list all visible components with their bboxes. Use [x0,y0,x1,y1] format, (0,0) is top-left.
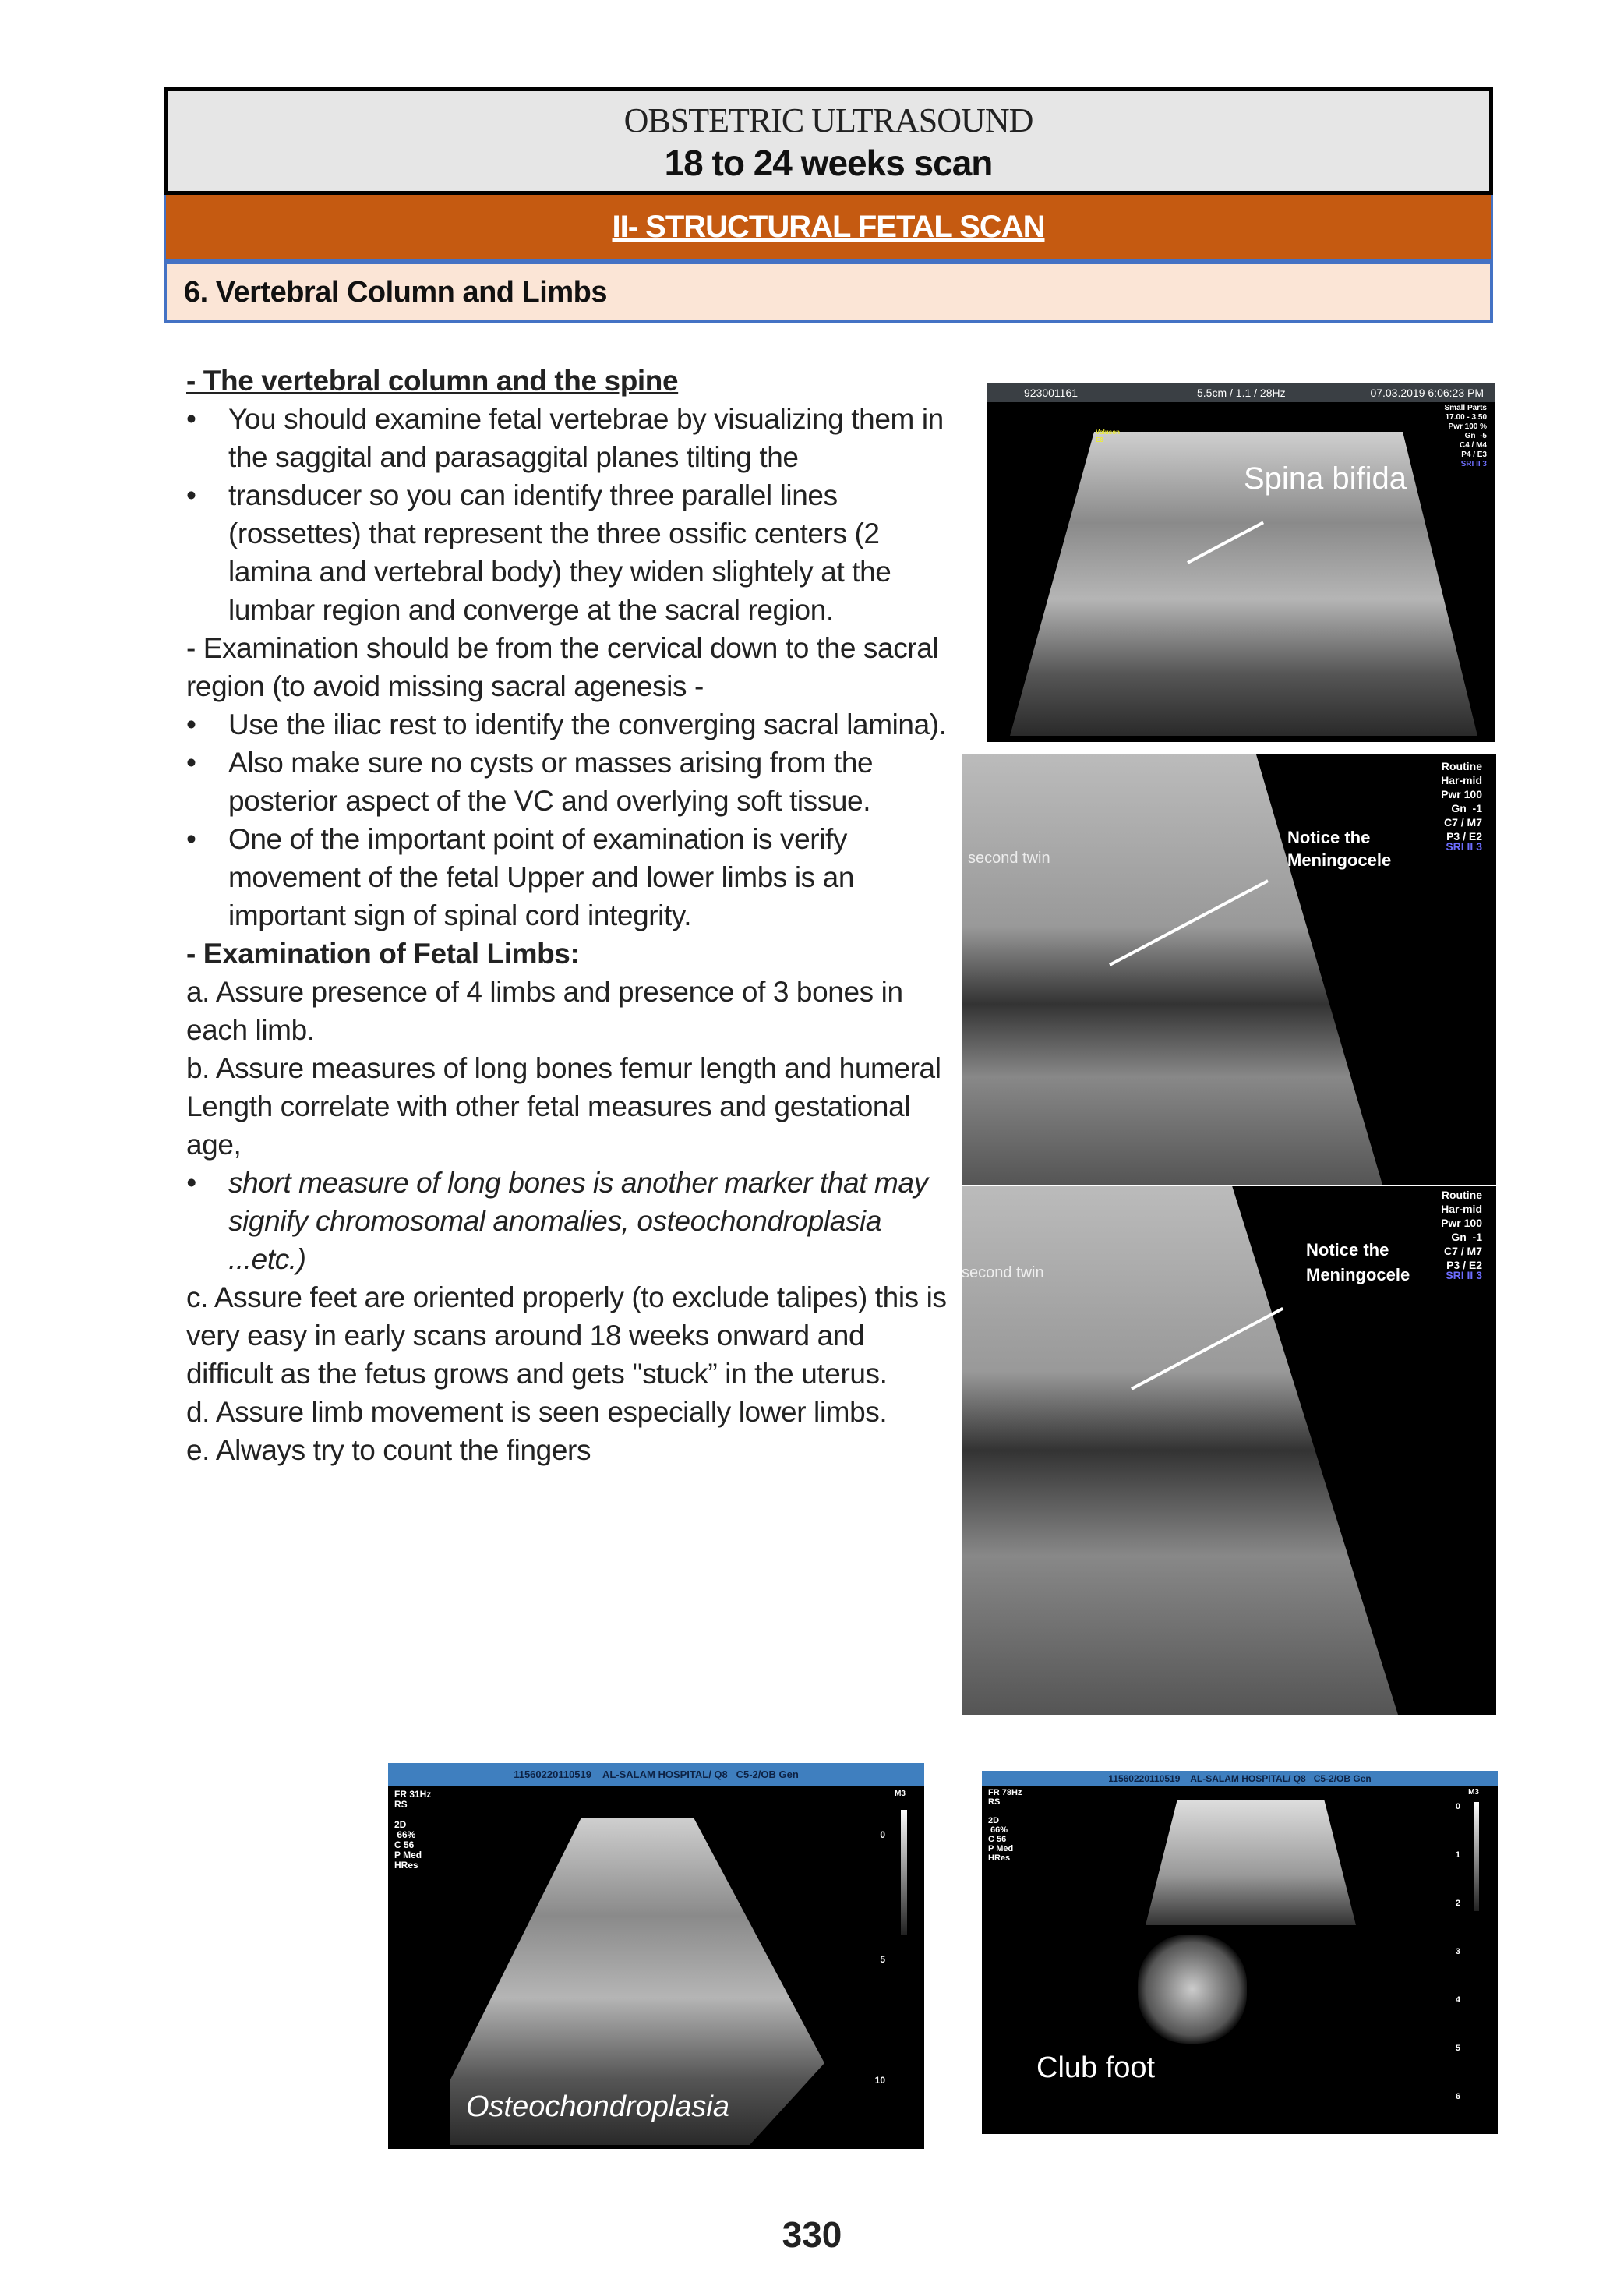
page-header [164,87,1493,323]
item-e: e. Always try to count the fingers [186,1434,591,1466]
scan-params: 5.5cm / 1.1 / 28Hz [1197,387,1286,399]
ultrasound-fan [962,754,1382,1185]
depth-tick: 1 [1455,1850,1460,1860]
scanner-header-bar: 11560220110519 AL-SALAM HOSPITAL/ Q8 C5-2/OB Gen [982,1771,1498,1786]
patient-id: 923001161 [1024,387,1079,399]
ultrasound-fan [1146,1800,1356,1925]
body-text [186,362,950,1469]
bullet: • transducer so you can identify three parallel lines (rossettes) that represent the three ossific centers (2 lamina and vertebral body) they widen slightely at the lumbar region and converge at the sacral region. [186,476,950,629]
sri-label: SRI II 3 [1460,460,1487,468]
item-c: c. Assure feet are oriented properly (to exclude talipes) this is very easy in early scans around 18 weeks onward and difficult as the fetus grows and gets "stuck” in the uterus. [186,1281,947,1390]
depth-tick: 4 [1455,1995,1460,2005]
subsection-banner [164,261,1493,323]
meningocele-label: Notice the Meningocele [1287,828,1392,870]
sri-label: SRI II 3 [1446,840,1482,853]
spina-bifida-ultrasound [987,383,1495,742]
bullet: • Use the iliac rest to identify the converging sacral lamina). [186,705,950,744]
meningocele-ultrasound-2 [962,1186,1496,1715]
bullet: • Also make sure no cysts or masses arising from the posterior aspect of the VC and overlying soft tissue. [186,744,950,820]
bullet-italic: • short measure of long bones is another marker that may signify chromosomal anomalies, osteochondroplasia ...etc.) [186,1164,950,1278]
depth-tick: 5 [880,1954,885,1965]
osteochondroplasia-ultrasound [388,1763,924,2149]
doc-title: OBSTETRIC ULTRASOUND [623,101,1033,140]
osteochondroplasia-label: Osteochondroplasia [466,2090,729,2123]
meningocele-label: Notice the Meningocele [1306,1240,1410,1284]
meningocele-ultrasound-1 [962,754,1496,1185]
twin-label: second twin [962,1264,1044,1281]
foot-echo [1138,1934,1247,2044]
scanner-settings: FR 31Hz RS 2D 66% C 56 P Med HRes [394,1789,432,1871]
subsection-title: 6. Vertebral Column and Limbs [184,276,607,309]
sri-label: SRI II 3 [1446,1269,1482,1281]
bullet: • You should examine fetal vertebrae by visualizing them in the saggital and parasaggital planes tilting the [186,400,950,476]
paragraph: - Examination should be from the cervical down to the sacral region (to avoid missing sacral agenesis - [186,632,939,702]
title-box [164,87,1493,195]
probe-label: Voluson E8 [1096,429,1120,443]
scan-datetime: 07.03.2019 6:06:23 PM [1370,387,1484,399]
grayscale-bar [1474,1802,1479,1911]
item-a: a. Assure presence of 4 limbs and presence of 3 bones in each limb. [186,976,903,1046]
depth-tick: 6 [1455,2092,1460,2101]
mode-label: M3 [895,1790,906,1798]
twin-label: second twin [968,850,1050,867]
heading-vertebral-column: - The vertebral column and the spine [186,365,679,397]
club-foot-label: Club foot [1036,2051,1156,2084]
heading-fetal-limbs: - Examination of Fetal Limbs: [186,938,580,970]
depth-tick: 0 [880,1829,885,1840]
scanner-settings: FR 78Hz RS 2D 66% C 56 P Med HRes [988,1788,1022,1863]
item-d: d. Assure limb movement is seen especially lower limbs. [186,1396,888,1428]
depth-tick: 0 [1455,1802,1460,1811]
club-foot-ultrasound [982,1771,1498,2134]
depth-tick: 2 [1455,1899,1460,1908]
spina-bifida-label: Spina bifida [1244,461,1407,496]
scanner-settings: Routine Har-mid Pwr 100 Gn -1 C7 / M7 P3 / E2 [1441,760,1482,843]
scanner-settings: Small Parts 17.00 - 3.50 Pwr 100 % Gn -5 C4 / M4 P4 / E3 [1444,404,1487,459]
depth-tick: 10 [874,2075,885,2086]
grayscale-bar [901,1810,907,1934]
item-b: b. Assure measures of long bones femur length and humeral Length correlate with other fetal measures and gestational age, [186,1052,941,1161]
section-banner [164,195,1493,261]
bullet: • One of the important point of examination is verify movement of the fetal Upper and lower limbs is an important sign of spinal cord integrity. [186,820,950,935]
scanner-header-bar [987,383,1495,402]
scanner-header-bar: 11560220110519 AL-SALAM HOSPITAL/ Q8 C5-2/OB Gen [388,1763,924,1786]
section-title: II- STRUCTURAL FETAL SCAN [612,210,1045,244]
mode-label: M3 [1468,1788,1479,1797]
depth-tick: 5 [1455,2044,1460,2053]
scanner-settings: Routine Har-mid Pwr 100 Gn -1 C7 / M7 P3 / E2 [1441,1189,1482,1271]
doc-subtitle: 18 to 24 weeks scan [664,143,993,183]
page-number: 330 [782,2214,842,2255]
depth-tick: 3 [1455,1947,1460,1956]
